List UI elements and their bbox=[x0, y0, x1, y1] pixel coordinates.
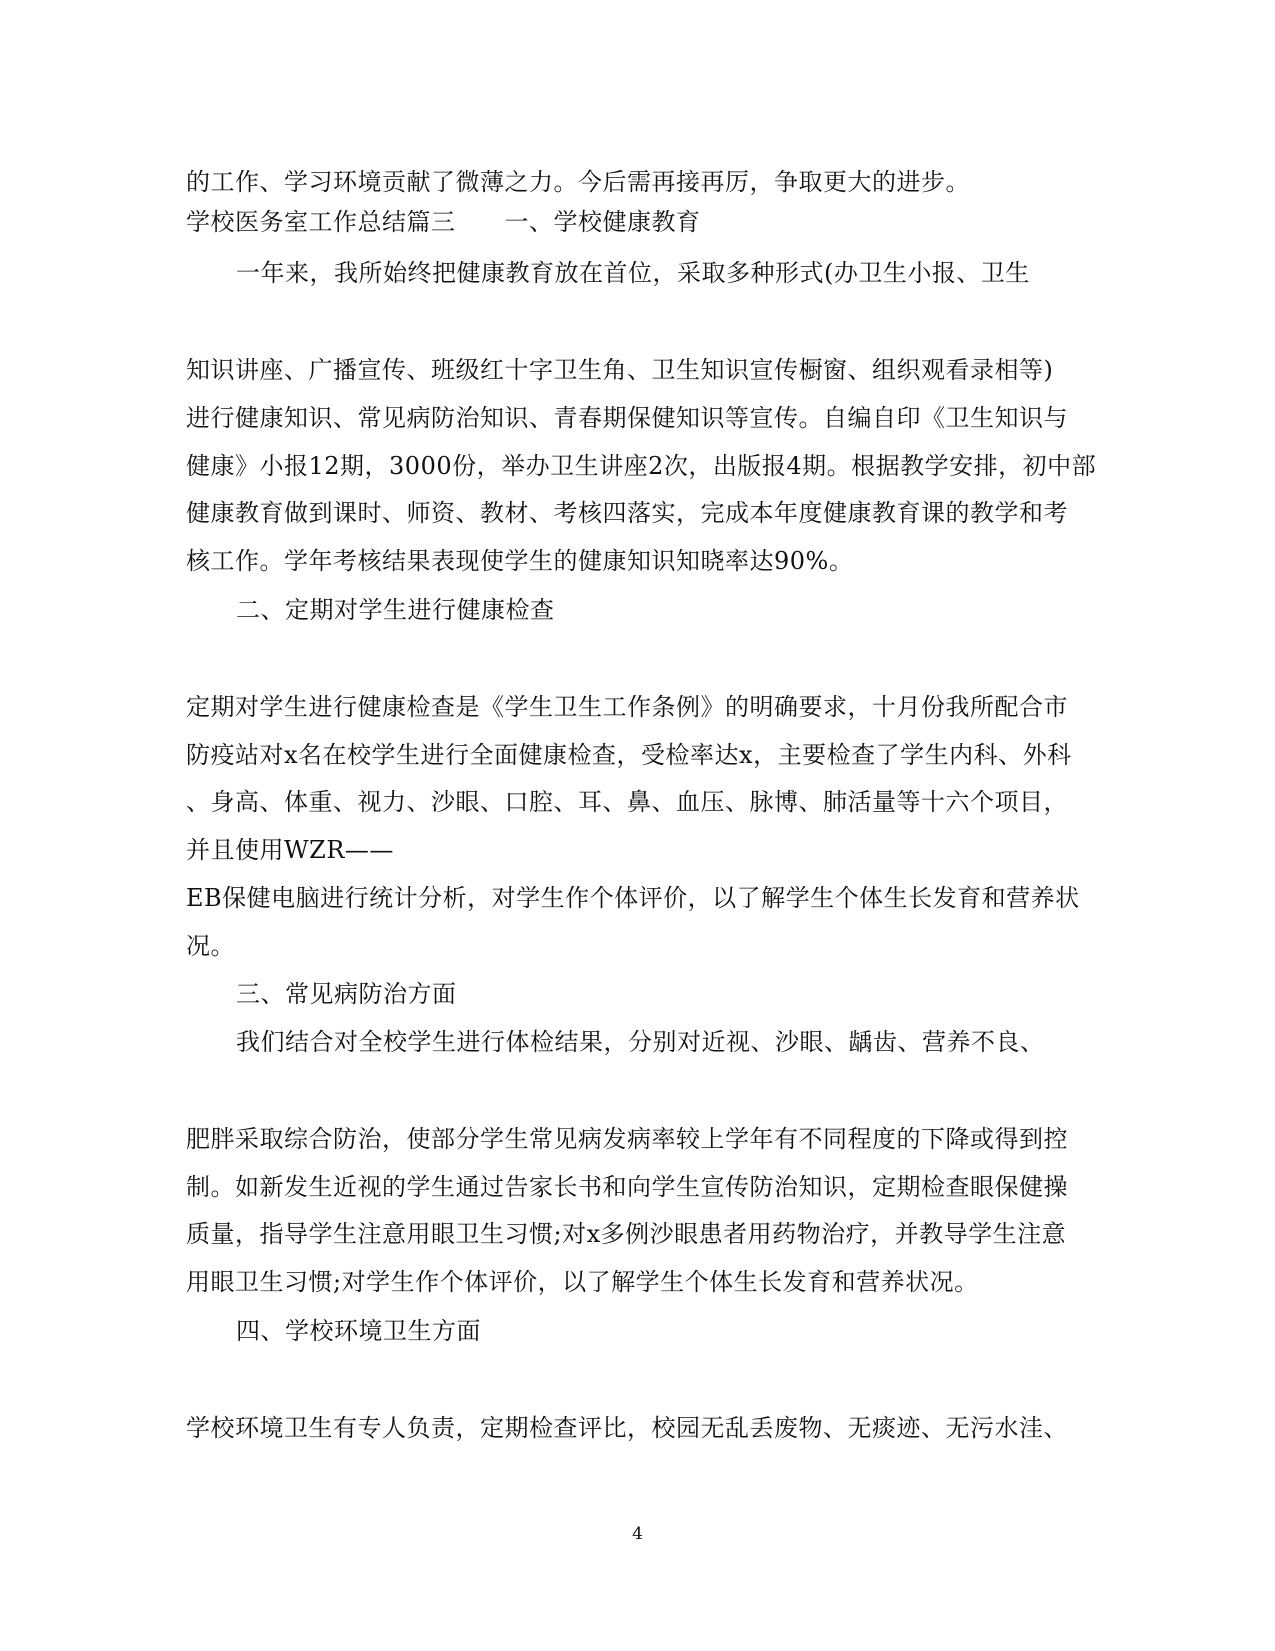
text-line-20: 质量，指导学生注意用眼卫生习惯;对x多例沙眼患者用药物治疗，并教导学生注意 bbox=[186, 1220, 1067, 1248]
text-line-7: 健康教育做到课时、师资、教材、考核四落实，完成本年度健康教育课的教学和考 bbox=[186, 499, 1068, 527]
text-line-18: 肥胖采取综合防治，使部分学生常见病发病率较上学年有不同程度的下降或得到控 bbox=[186, 1125, 1068, 1153]
section-heading-2: 二、定期对学生进行健康检查 bbox=[236, 596, 555, 624]
text-line-14: EB保健电脑进行统计分析，对学生作个体评价，以了解学生个体生长发育和营养状 bbox=[186, 884, 1080, 912]
text-line-1: 的工作、学习环境贡献了微薄之力。今后需再接再厉，争取更大的进步。 bbox=[186, 168, 970, 196]
text-line-6: 健康》小报12期，3000份，举办卫生讲座2次，出版报4期。根据教学安排，初中部 bbox=[186, 452, 1097, 480]
text-line-21: 用眼卫生习惯;对学生作个体评价，以了解学生个体生长发育和营养状况。 bbox=[186, 1268, 979, 1296]
section-heading-3: 三、常见病防治方面 bbox=[236, 980, 457, 1008]
text-line-10: 定期对学生进行健康检查是《学生卫生工作条例》的明确要求，十月份我所配合市 bbox=[186, 693, 1068, 721]
text-line-2: 学校医务室工作总结篇三 一、学校健康教育 bbox=[186, 208, 701, 236]
text-line-13: 并且使用WZR—— bbox=[186, 836, 394, 864]
text-line-8: 核工作。学年考核结果表现使学生的健康知识知晓率达90%。 bbox=[186, 547, 854, 575]
text-line-4: 知识讲座、广播宣传、班级红十字卫生角、卫生知识宣传橱窗、组织观看录相等) bbox=[186, 356, 1054, 384]
text-line-11: 防疫站对x名在校学生进行全面健康检查，受检率达x，主要检查了学生内科、外科 bbox=[186, 741, 1072, 769]
text-line-23: 学校环境卫生有专人负责，定期检查评比，校园无乱丢废物、无痰迹、无污水洼、 bbox=[186, 1414, 1068, 1442]
text-line-5: 进行健康知识、常见病防治知识、青春期保健知识等宣传。自编自印《卫生知识与 bbox=[186, 404, 1068, 432]
page-number: 4 bbox=[632, 1524, 643, 1544]
text-line-19: 制。如新发生近视的学生通过告家长书和向学生宣传防治知识，定期检查眼保健操 bbox=[186, 1173, 1068, 1201]
text-line-17: 我们结合对全校学生进行体检结果，分别对近视、沙眼、龋齿、营养不良、 bbox=[236, 1028, 1045, 1056]
text-line-12: 、身高、体重、视力、沙眼、口腔、耳、鼻、血压、脉博、肺活量等十六个项目， bbox=[186, 788, 1068, 816]
section-heading-4: 四、学校环境卫生方面 bbox=[236, 1317, 481, 1345]
text-line-3: 一年来，我所始终把健康教育放在首位，采取多种形式(办卫生小报、卫生 bbox=[236, 259, 1030, 287]
text-line-15: 况。 bbox=[186, 932, 235, 960]
